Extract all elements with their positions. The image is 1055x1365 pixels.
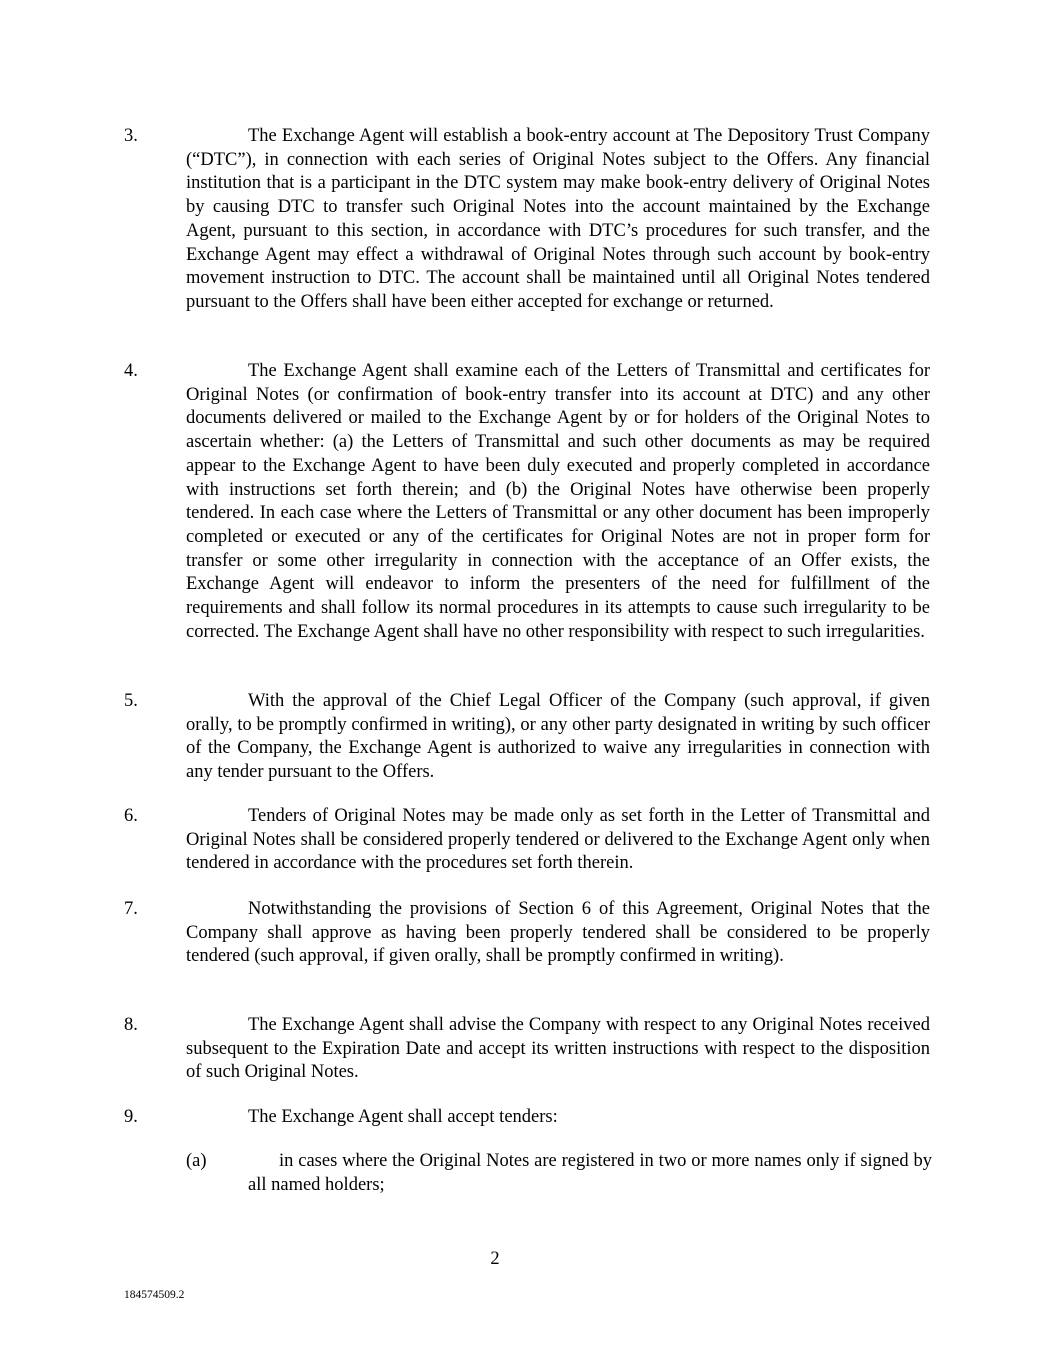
section-number: 3. [124, 126, 138, 146]
subsection-a [186, 1150, 932, 1197]
section-9 [124, 1106, 930, 1130]
section-text: Notwithstanding the provisions of Section 6 of this Agreement, Original Notes that the Company shall approve as having been properly tendered shall be considered to be properly tendered (such approval, if given orally, shall be promptly confirmed in writing). [186, 899, 930, 967]
document-id: 184574509.2 [124, 1289, 185, 1301]
section-number: 6. [124, 806, 138, 826]
section-5 [124, 690, 930, 785]
section-8 [124, 1014, 930, 1085]
section-7 [124, 898, 930, 969]
section-text: The Exchange Agent shall accept tenders: [248, 1107, 558, 1127]
subsection-number: (a) [186, 1151, 207, 1171]
section-number: 5. [124, 691, 138, 711]
section-text: The Exchange Agent will establish a book-entry account at The Depository Trust Company (“DTC”), in connection with each series of Original Notes subject to the Offers. Any financial institution that is a participant in the DTC system may make book-entry delivery of Original Notes by causing DTC to transfer such Original Notes into the account maintained by the Exchange Agent, pursuant to this section, in accordance with DTC’s procedures for such transfer, and the Exchange Agent may effect a withdrawal of Original Notes through such account by book-entry movement instruction to DTC. The account shall be maintained until all Original Notes tendered pursuant to the Offers shall have been either accepted for exchange or returned. [186, 126, 930, 312]
section-text: The Exchange Agent shall advise the Company with respect to any Original Notes received subsequent to the Expiration Date and accept its written instructions with respect to the disposition of such Original Notes. [186, 1015, 930, 1083]
section-text: With the approval of the Chief Legal Officer of the Company (such approval, if given orally, to be promptly confirmed in writing), or any other party designated in writing by such officer of the Company, the Exchange Agent is authorized to waive any irregularities in connection with any tender pursuant to the Offers. [186, 691, 930, 783]
section-6 [124, 805, 930, 876]
section-text: Tenders of Original Notes may be made only as set forth in the Letter of Transmittal and Original Notes shall be considered properly tendered or delivered to the Exchange Agent only when tendered in accordance with the procedures set forth therein. [186, 806, 930, 874]
section-number: 9. [124, 1107, 138, 1127]
section-number: 4. [124, 361, 138, 381]
section-text: The Exchange Agent shall examine each of the Letters of Transmittal and certificates for Original Notes (or confirmation of book-entry transfer into its account at DTC) and any other documents delivered or mailed to the Exchange Agent by or for holders of the Original Notes to ascertain whether: (a) the Letters of Transmittal and such other documents as may be required appear to the Exchange Agent to have been duly executed and properly completed in accordance with instructions set forth therein; and (b) the Original Notes have otherwise been properly tendered. In each case where the Letters of Transmittal or any other document has been improperly completed or executed or any of the certificates for Original Notes are not in proper form for transfer or some other irregularity in connection with the acceptance of an Offer exists, the Exchange Agent will endeavor to inform the presenters of the need for fulfillment of the requirements and shall follow its normal procedures in its attempts to cause such irregularity to be corrected. The Exchange Agent shall have no other responsibility with respect to such irregularities. [186, 361, 930, 642]
section-3 [124, 125, 930, 315]
page-number: 2 [490, 1249, 500, 1269]
section-number: 8. [124, 1015, 138, 1035]
section-4 [124, 360, 930, 644]
section-number: 7. [124, 899, 138, 919]
subsection-text: in cases where the Original Notes are registered in two or more names only if signed by all named holders; [248, 1151, 932, 1195]
